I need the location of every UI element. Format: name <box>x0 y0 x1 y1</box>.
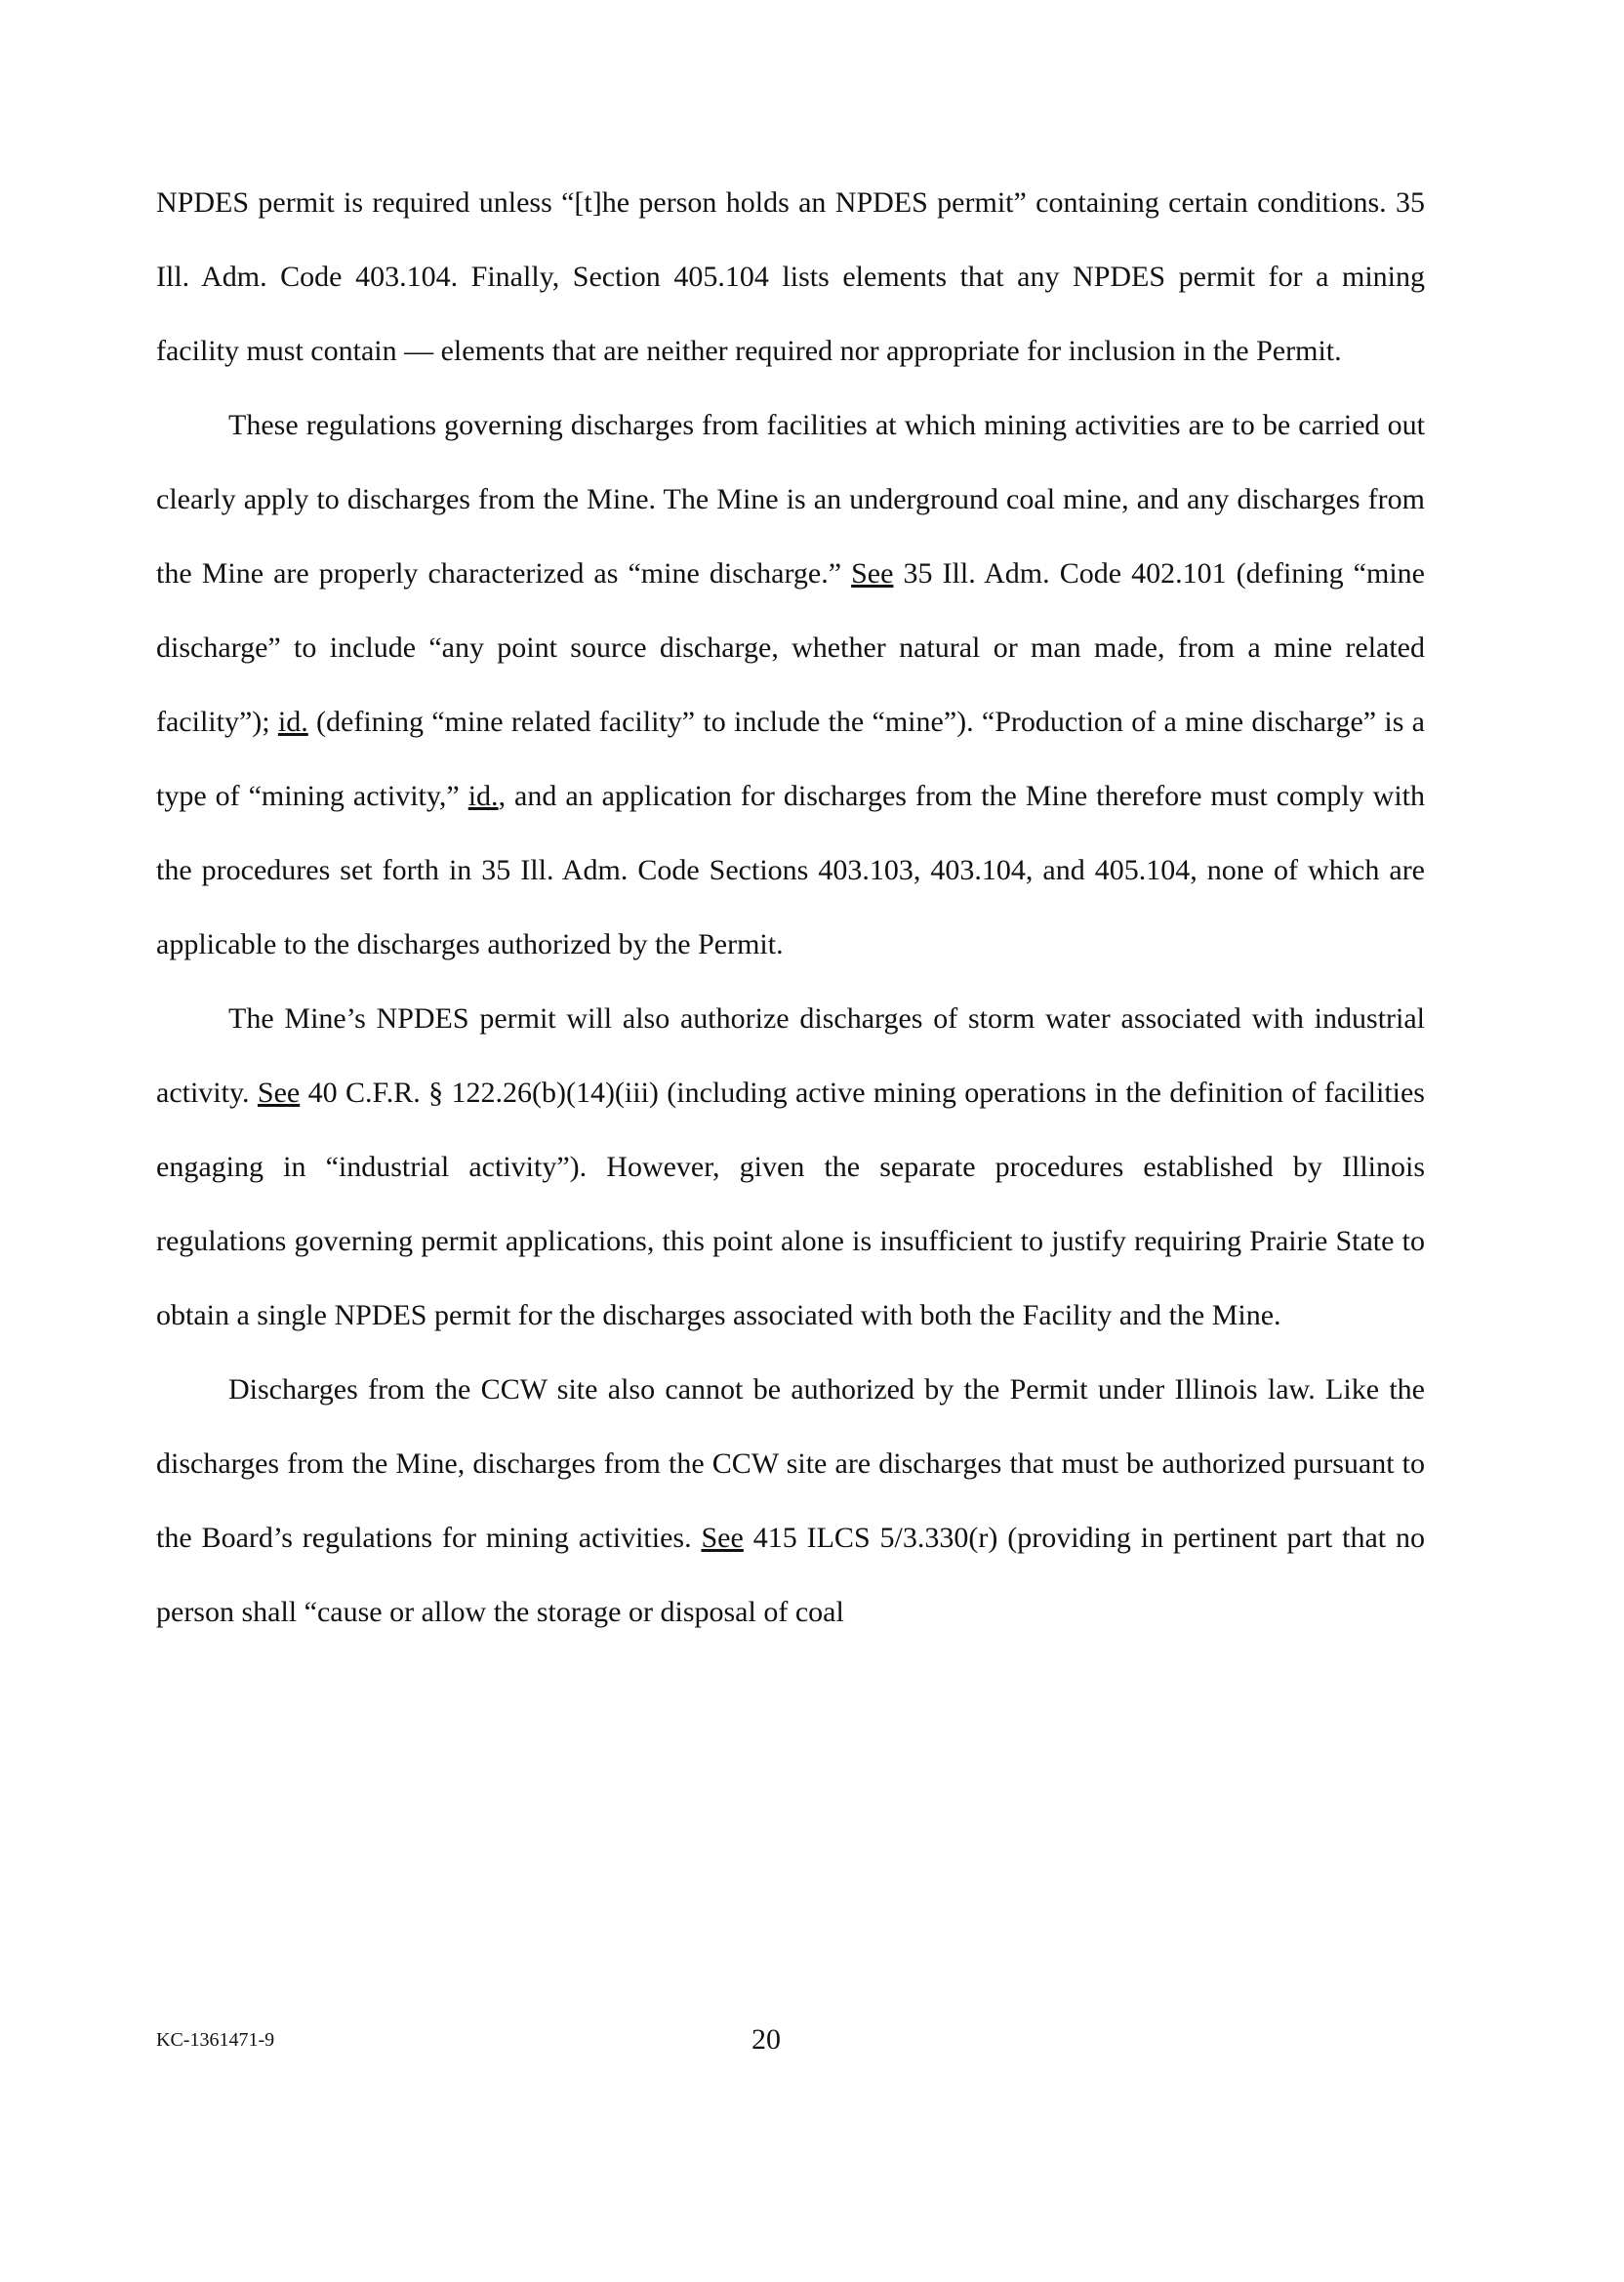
paragraph-2 <box>156 388 1425 982</box>
paragraph-1 <box>156 166 1425 388</box>
citation-signal: See <box>851 557 894 590</box>
citation-signal: See <box>701 1522 744 1554</box>
paragraph-text: The Mine’s NPDES permit will also authorize discharges of storm water associated with industrial activity. <box>156 1002 1425 1109</box>
paragraph-text: These regulations governing discharges from facilities at which mining activities are to be carried out clearly apply to discharges from the Mine. The Mine is an underground coal mine, and any discharges from the Mine are properly characterized as “mine discharge.” <box>156 409 1425 590</box>
paragraph-4 <box>156 1353 1425 1650</box>
page-number: 20 <box>751 2023 781 2056</box>
body-text <box>156 166 1425 1650</box>
paragraph-3 <box>156 982 1425 1353</box>
paragraph-text: 35 Ill. Adm. Code 402.101 (defining “mine discharge” to include “any point source discharge, whether natural or man made, from a mine related facility”); <box>156 557 1425 738</box>
paragraph-text: Discharges from the CCW site also cannot be authorized by the Permit under Illinois law. Like the discharges from the Mine, discharges from the CCW site are discharges that must be authorized pursuant to the Board’s regulations for mining activities. <box>156 1373 1425 1554</box>
citation-signal: id. <box>467 780 499 812</box>
citation-signal: id. <box>277 706 308 738</box>
paragraph-text: (defining “mine related facility” to include the “mine”). “Production of a mine discharge” is a type of “mining activity,” <box>156 706 1425 812</box>
citation-signal: See <box>257 1077 301 1109</box>
paragraph-text: 415 ILCS 5/3.330(r) (providing in pertinent part that no person shall “cause or allow the storage or disposal of coal <box>156 1522 1425 1628</box>
paragraph-text: 40 C.F.R. § 122.26(b)(14)(iii) (including active mining operations in the definition of facilities engaging in “industrial activity”). However, given the separate procedures established by Illinois regulations governing permit applications, this point alone is insufficient to justify requiring Prairie State to obtain a single NPDES permit for the discharges associated with both the Facility and the Mine. <box>156 1077 1425 1331</box>
paragraph-text: NPDES permit is required unless “[t]he person holds an NPDES permit” containing certain conditions. 35 Ill. Adm. Code 403.104. Finally, Section 405.104 lists elements that any NPDES permit for a mining facility must contain — elements that are neither required nor appropriate for inclusion in the Permit. <box>156 186 1425 367</box>
paragraph-text: , and an application for discharges from the Mine therefore must comply with the procedures set forth in 35 Ill. Adm. Code Sections 403.103, 403.104, and 405.104, none of which are applicable to the discharges authorized by the Permit. <box>156 780 1425 960</box>
footer-document-id: KC-1361471-9 <box>156 2029 275 2051</box>
